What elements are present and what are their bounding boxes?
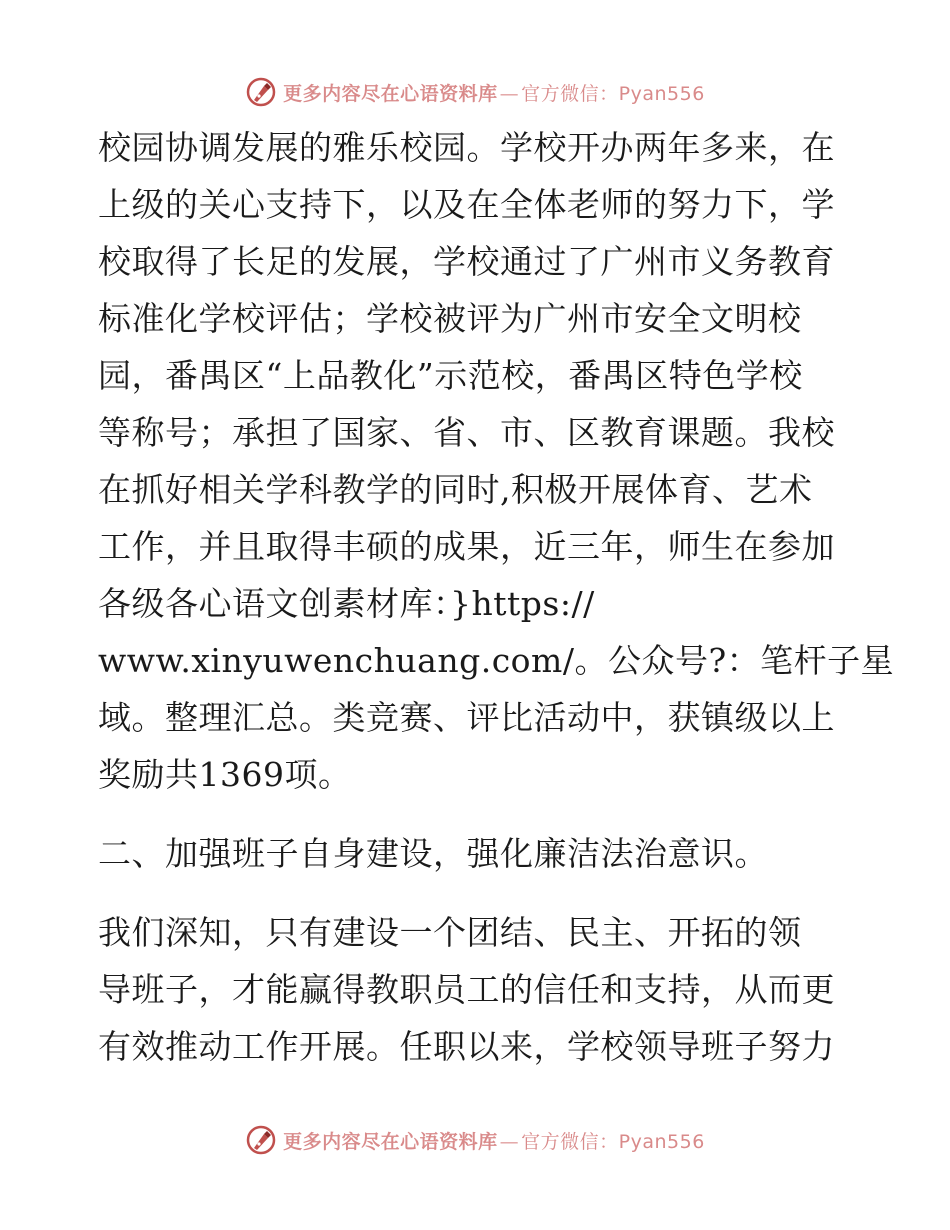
text-line: 标准化学校评估；学校被评为广州市安全文明校	[98, 299, 802, 338]
watermark-separator: —	[499, 82, 520, 105]
section-heading: 二、加强班子自身建设，强化廉洁法治意识。	[98, 834, 768, 873]
text-line: 我们深知，只有建设一个团结、民主、开拓的领	[98, 913, 802, 952]
text-line: 域。整理汇总。类竞赛、评比活动中，获镇级以上	[98, 698, 835, 737]
text-line: 上级的关心支持下，以及在全体老师的努力下，学	[98, 185, 835, 224]
text-line: 奖励共1369项。	[98, 755, 352, 794]
text-line: 园，番禺区“上品教化”示范校，番禺区特色学校	[98, 356, 803, 395]
document-body	[98, 123, 895, 1079]
watermark-banner-top	[0, 70, 950, 114]
text-line: 校园协调发展的雅乐校园。学校开办两年多来，在	[98, 128, 835, 167]
watermark-text	[283, 79, 705, 106]
text-line: 校取得了长足的发展，学校通过了广州市义务教育	[98, 242, 835, 281]
text-line: 各级各心语文创素材库：}https://	[98, 584, 595, 623]
text-line: 等称号；承担了国家、省、市、区教育课题。我校	[98, 413, 835, 452]
paragraph-leadership	[98, 908, 858, 1079]
text-line: www.xinyuwenchuang.com/。公众号?：笔杆子星	[98, 641, 895, 680]
text-line: 导班子，才能赢得教职员工的信任和支持，从而更	[98, 970, 835, 1009]
text-line: 有效推动工作开展。任职以来，学校领导班子努力	[98, 1027, 835, 1066]
text-line: 在抓好相关学科教学的同时,积极开展体育、艺术	[98, 470, 813, 509]
watermark-main-text: 更多内容尽在心语资料库	[283, 1130, 498, 1153]
watermark-wechat-text: 官方微信：Pyan556	[521, 1130, 705, 1153]
watermark-main-text: 更多内容尽在心语资料库	[283, 82, 498, 105]
pen-nib-logo-icon	[245, 76, 277, 108]
watermark-banner-bottom	[0, 1118, 950, 1162]
watermark-separator: —	[499, 1130, 520, 1153]
watermark-text	[283, 1127, 705, 1154]
watermark-wechat-text: 官方微信：Pyan556	[521, 82, 705, 105]
paragraph-school-achievements	[98, 123, 895, 807]
pen-nib-logo-icon	[245, 1124, 277, 1156]
text-line: 工作，并且取得丰硕的成果，近三年，师生在参加	[98, 527, 835, 566]
